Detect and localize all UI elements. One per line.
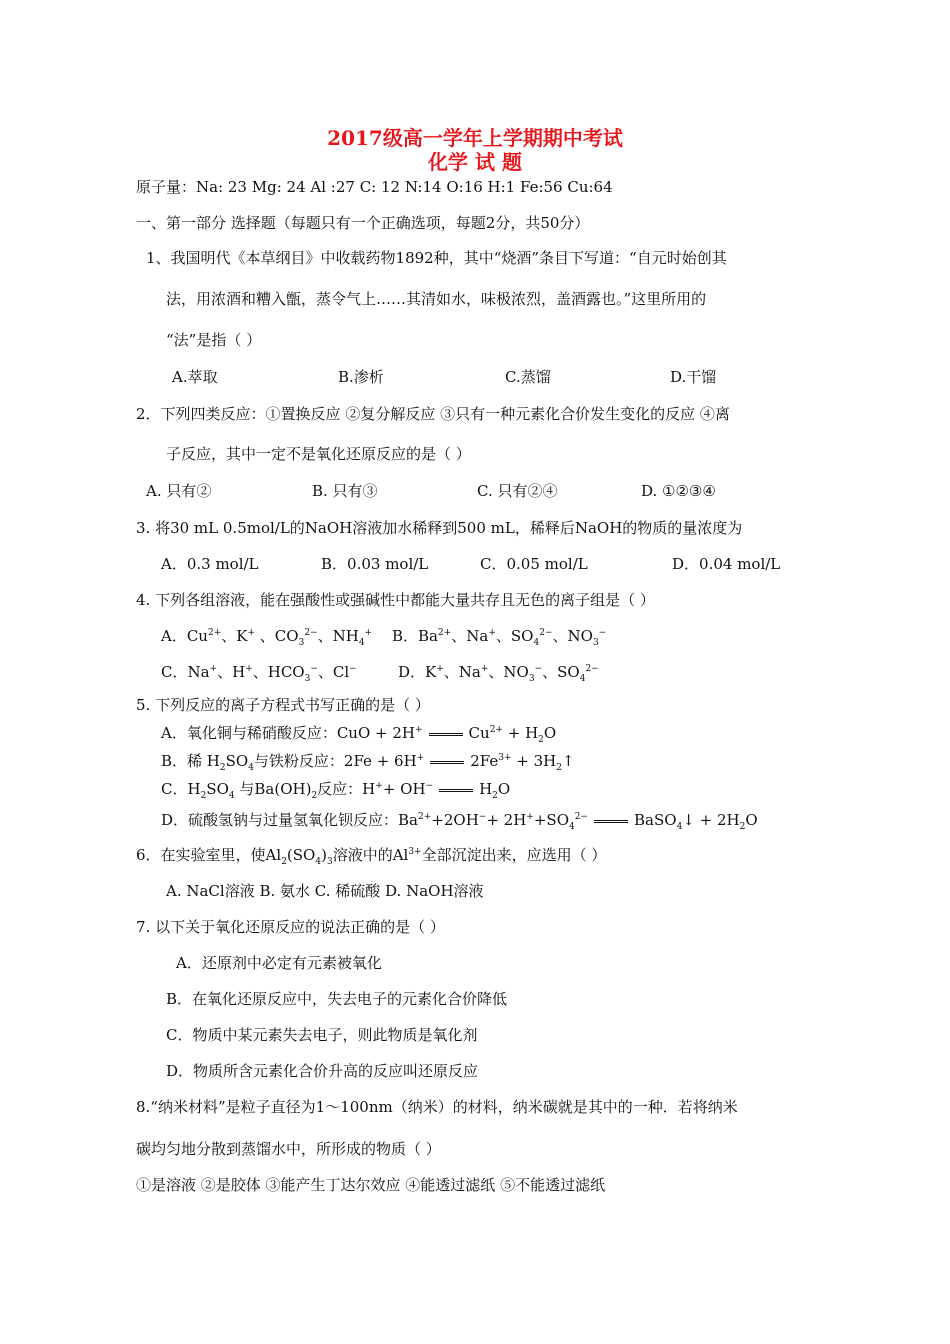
q1-line2: 法，用浓酒和糟入甑，蒸令气上……其清如水，味极浓烈，盖酒露也。”这里所用的	[166, 290, 707, 308]
q1-line1: 1、我国明代《本草纲目》中收载药物1892种，其中“烧酒”条目下写道：“自元时始创其	[146, 249, 727, 267]
q4-option-b: B．$Ba^{2+}$、Na+、$SO_4^{2-}$、$NO_3^-$	[392, 627, 607, 648]
q2-option-b: B. 只有③	[312, 482, 378, 500]
q4-line1: 4. 下列各组溶液，能在强酸性或强碱性中都能大量共存且无色的离子组是（ ）	[136, 591, 655, 609]
q4-option-c: C．Na+、H+、$HCO_3^-$、Cl−	[161, 663, 357, 684]
section-heading: 一、第一部分 选择题（每题只有一个正确选项，每题2分，共50分）	[136, 214, 590, 232]
atomic-mass-line: 原子量：Na: 23 Mg: 24 Al :27 C: 12 N:14 O:16 H:1 Fe:56 Cu:64	[136, 178, 613, 196]
q7-line1: 7. 以下关于氧化还原反应的说法正确的是（ ）	[136, 918, 445, 936]
q1-option-d: D.干馏	[670, 368, 717, 386]
q2-option-a: A. 只有②	[146, 482, 212, 500]
q7-option-b: B．在氧化还原反应中，失去电子的元素化合价降低	[166, 990, 508, 1008]
q3-option-b: B．0.03 mol/L	[321, 555, 429, 573]
q2-option-d: D. ①②③④	[641, 482, 716, 500]
exam-subtitle: 化学 试 题	[428, 150, 522, 174]
q2-line1: 2．下列四类反应：①置换反应 ②复分解反应 ③只有一种元素化合价发生变化的反应 ④离	[136, 405, 730, 423]
q5-option-a: A．氧化铜与稀硝酸反应：CuO + 2H+ $Cu^{2+} + H_2O$	[161, 724, 557, 745]
q4-option-a: A．$Cu^{2+}$、K+ 、$CO_3^{2-}$、$NH_4^+$	[161, 627, 373, 648]
q1-line3: “法”是指（ ）	[166, 331, 262, 349]
exam-title: 2017级高一学年上学期期中考试	[327, 126, 623, 150]
q5-option-b: B．稀 $H_2SO_4$与铁粉反应：2Fe + 6H+ $2Fe^{3+}$ + $3H_2↑$	[161, 752, 575, 773]
q1-option-c: C.蒸馏	[505, 368, 551, 386]
q1-option-a: A.萃取	[172, 368, 218, 386]
q5-option-c: C．$H_2SO_4$ 与$Ba(OH)_2$反应：H++ OH− $H_2O$	[161, 780, 511, 801]
q8-line1: 8.“纳米材料”是粒子直径为1～100nm（纳米）的材料，纳米碳就是其中的一种．若将纳米	[136, 1098, 738, 1116]
q2-option-c: C. 只有②④	[477, 482, 558, 500]
q4-option-d: D．K+、Na+、$NO_3^-$、$SO_4^{2-}$	[398, 663, 599, 684]
q8-line3: ①是溶液 ②是胶体 ③能产生丁达尔效应 ④能透过滤纸 ⑤不能透过滤纸	[136, 1176, 606, 1194]
q7-option-d: D．物质所含元素化合价升高的反应叫还原反应	[166, 1062, 479, 1080]
q3-option-d: D．0.04 mol/L	[672, 555, 781, 573]
q7-option-a: A．还原剂中必定有元素被氧化	[176, 954, 382, 972]
q3-line1: 3. 将30 mL 0.5mol/L的NaOH溶液加水稀释到500 mL，稀释后NaOH的物质的量浓度为	[136, 519, 743, 537]
q1-option-b: B.渗析	[338, 368, 384, 386]
q6-options: A. NaCl溶液 B. 氨水 C. 稀硫酸 D. NaOH溶液	[166, 882, 484, 900]
q6-line1: 6．在实验室里，使$Al_2(SO_4)_3$溶液中的$Al^{3+}$全部沉淀出来，应选用（ ）	[136, 846, 607, 867]
q2-line2: 子反应，其中一定不是氧化还原反应的是（ ）	[166, 445, 471, 463]
q3-option-c: C．0.05 mol/L	[480, 555, 588, 573]
q5-line1: 5. 下列反应的离子方程式书写正确的是（ ）	[136, 696, 430, 714]
q3-option-a: A．0.3 mol/L	[161, 555, 259, 573]
q7-option-c: C．物质中某元素失去电子，则此物质是氧化剂	[166, 1026, 478, 1044]
q8-line2: 碳均匀地分散到蒸馏水中，所形成的物质（ ）	[136, 1140, 441, 1158]
q5-option-d: D．硫酸氢钠与过量氢氧化钡反应：$Ba^{2+}+2OH^-+ 2H^++SO_4^{2-}$ BaSO$_4$↓ + $2H_2O$	[161, 811, 758, 832]
